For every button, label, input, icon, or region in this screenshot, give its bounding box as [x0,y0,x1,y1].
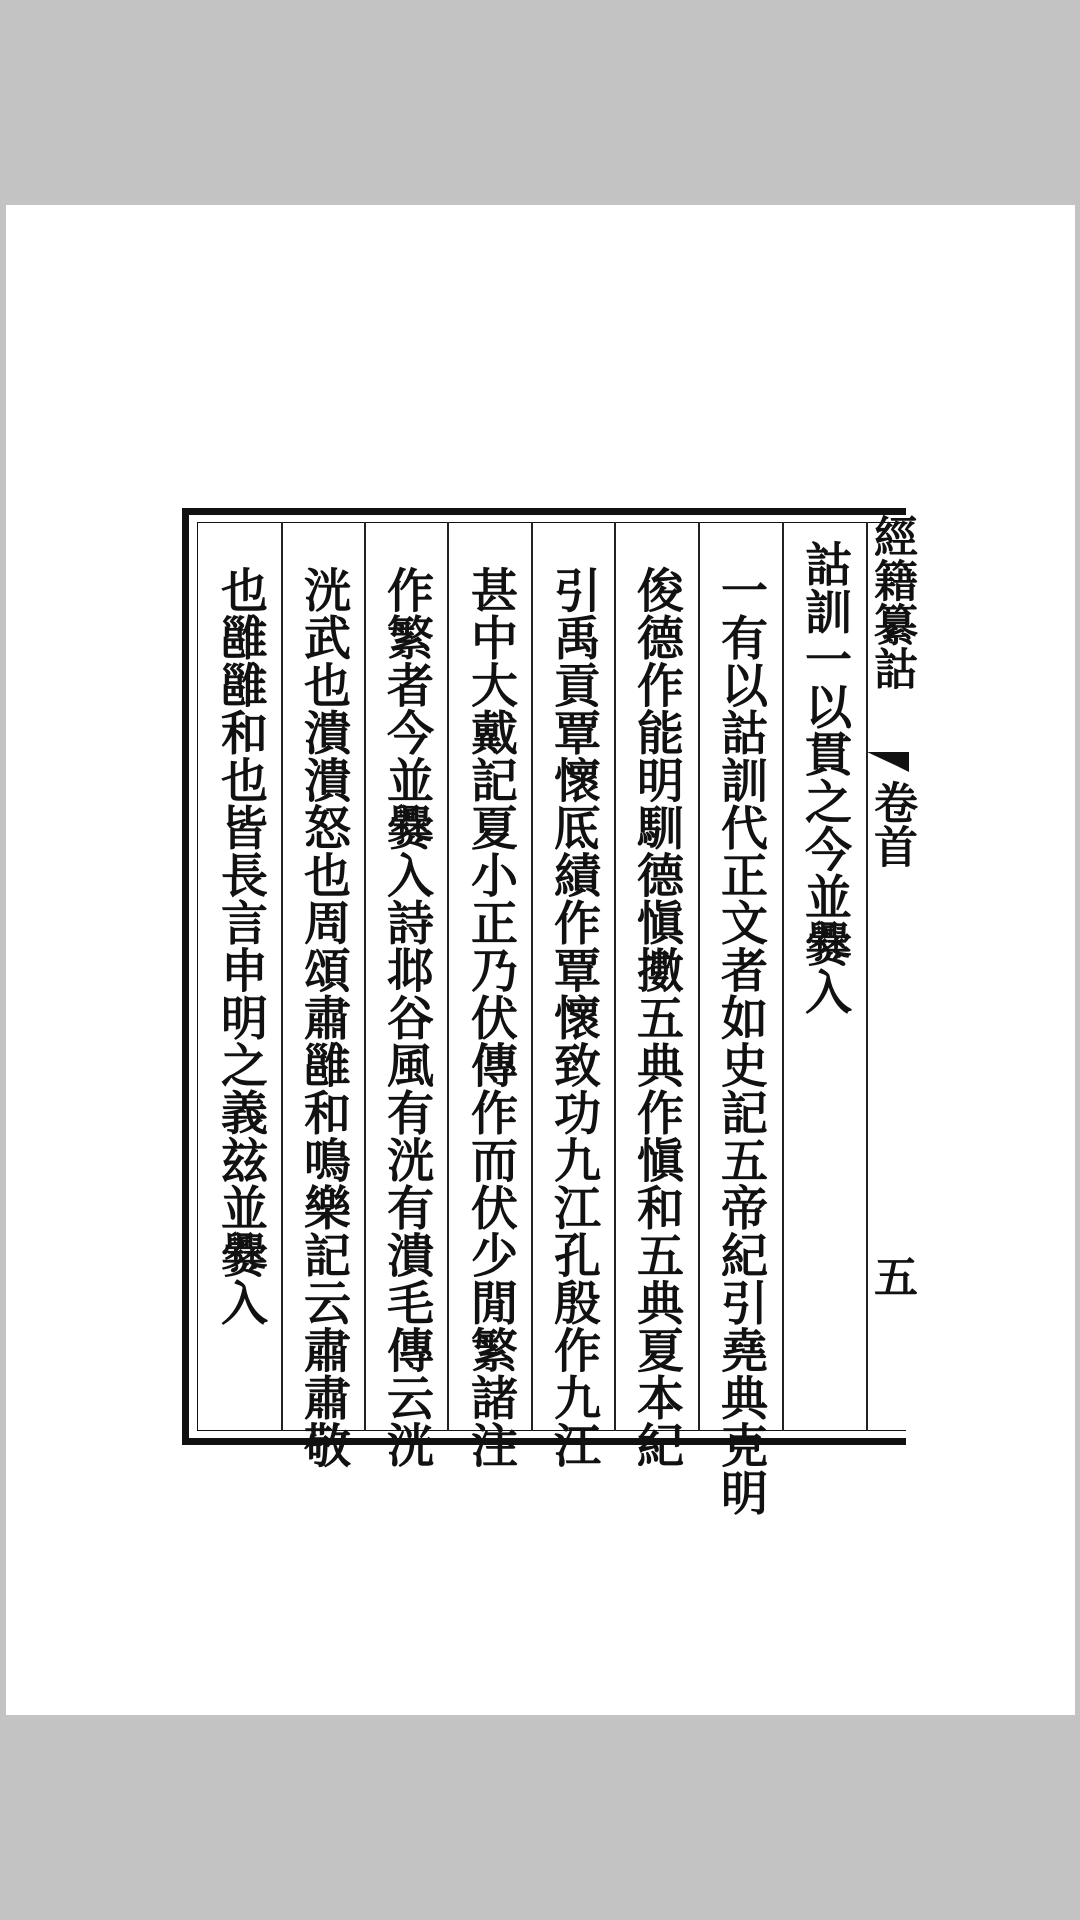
text-column-1: 詁訓一以貫之今並爨入 [797,540,852,1015]
block-heart-margin [866,508,917,1445]
margin-volume-label: 卷首 [866,780,917,868]
text-column-8: 也雝雝和也皆長言申明之義玆並爨入 [213,566,268,1326]
column-rule [614,522,616,1431]
fishtail-mark [867,752,909,772]
text-column-7: 洸武也潰潰怒也周頌肅雝和鳴樂記云肅肅敬 [296,566,351,1469]
scanned-page [6,205,1075,1715]
margin-folio-number: 五 [866,1254,917,1298]
column-rule [364,522,366,1431]
printed-text-block [182,508,917,1516]
text-column-2: 一有以詁訓代正文者如史記五帝紀引堯典克明 [713,566,768,1516]
column-rule [698,522,700,1431]
text-column-3: 俊德作能明馴德愼擻五典作愼和五典夏本紀 [629,566,684,1469]
column-rule [447,522,449,1431]
text-column-4: 引禹貢覃懷厎績作覃懷致功九江孔殷作九江 [546,566,601,1469]
column-rule [531,522,533,1431]
column-rule [281,522,283,1431]
text-column-5: 甚中大戴記夏小正乃伏傳作而伏少閒繁諸注 [463,566,518,1469]
margin-book-title: 經籍纂詁 [866,514,917,690]
column-rule [782,522,784,1431]
text-column-6: 作繁者今並爨入詩邶谷風有洸有潰毛傳云洸 [379,566,434,1469]
